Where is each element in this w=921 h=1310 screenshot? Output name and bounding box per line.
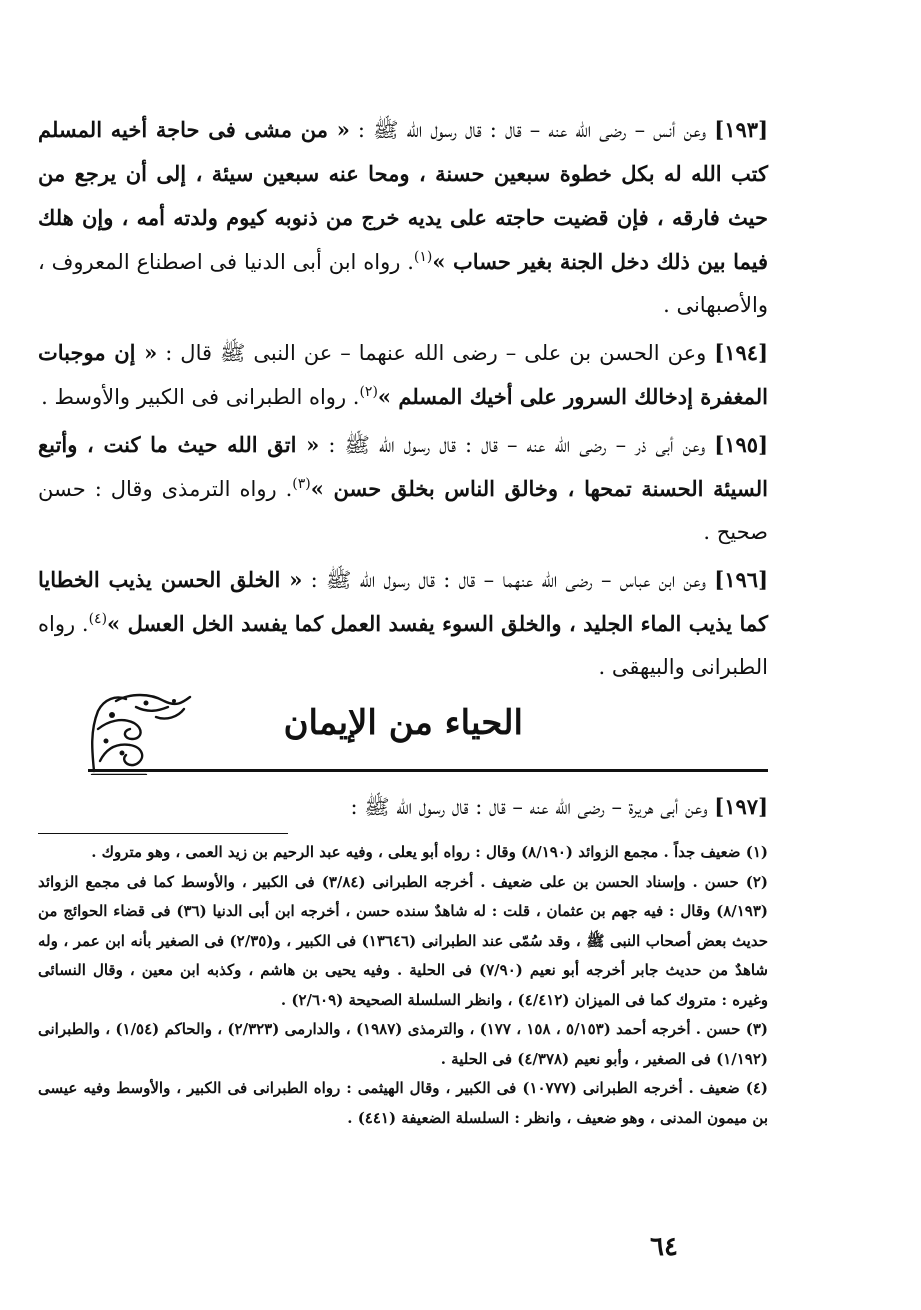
footnote-1: (١) ضعيف جداً . مجمع الزوائد (٨/١٩٠) وقال : رواه أبو يعلى ، وفيه عبد الرحيم بن زيد العمى ، وهو متروك . (91, 843, 768, 861)
hadith-number: [١٩٧] (714, 794, 768, 819)
hadith-intro: وعن أنس – رضى الله عنه – قال : قال رسول الله ﷺ : (349, 118, 715, 142)
hadith-intro: وعن أبى هريرة – رضى الله عنه – قال : قال رسول الله ﷺ : (350, 795, 715, 819)
hadith-193 (38, 108, 768, 327)
hadith-intro: وعن أبى ذر – رضى الله عنه – قال : قال رسول الله ﷺ : (319, 433, 715, 457)
footnote-3: (٣) حسن . أخرجه أحمد (٥/١٥٣ ، ١٥٨ ، ١٧٧) ، والترمذى (١٩٨٧) ، والدارمى (٢/٣٢٣) ، والحاكم (١/٥٤) ، والطبرانى (١/١٩٢) فى الصغير ، وأبو نعيم (٤/٣٧٨) فى الحلية . (38, 1020, 768, 1068)
hadith-matn: « من مشى فى حاجة أخيه المسلم كتب الله له بكل خطوة سبعين حسنة ، ومحا عنه سبعين سيئة ، إلى أن يرجع من حيث فارقه ، فإن قضيت حاجته على يديه خرج من ذنوبه كيوم ولدته أمه ، وإن هلك فيما بين ذلك دخل الجنة بغير حساب » (38, 117, 768, 274)
hadith-number: [١٩٣] (714, 117, 768, 142)
footnote-4: (٤) ضعيف . أخرجه الطبرانى (١٠٧٧٧) فى الكبير ، وقال الهيثمى : رواه الطبرانى فى الكبير ، والأوسط وفيه عيسى بن ميمون المدنى ، وهو ضعيف ، وانظر : السلسلة الضعيفة (٤٤١) . (38, 1079, 768, 1127)
hadith-source: . رواه الترمذى وقال : حسن صحيح . (38, 477, 768, 544)
hadith-source: . رواه الطبرانى والبيهقى . (38, 612, 768, 679)
section-heading (38, 691, 768, 783)
footnote-divider (38, 833, 288, 834)
section-title: الحياء من الإيمان (283, 703, 523, 743)
heading-underline (88, 769, 768, 772)
hadith-197 (38, 787, 768, 827)
hadith-matn: « إن موجبات المغفرة إدخالك السرور على أخيك المسلم » (38, 340, 768, 409)
page-content (38, 108, 768, 1133)
footnote-ref: (٢) (359, 384, 378, 400)
floral-ornament-icon (86, 691, 216, 775)
hadith-number: [١٩٦] (714, 567, 768, 592)
hadith-195 (38, 423, 768, 554)
hadith-intro: وعن الحسن بن على – رضى الله عنهما – عن النبى ﷺ قال : (157, 341, 715, 365)
hadith-number: [١٩٤] (714, 340, 768, 365)
hadith-196 (38, 558, 768, 689)
hadith-194 (38, 331, 768, 419)
hadith-source: . رواه الطبرانى فى الكبير والأوسط . (41, 385, 360, 409)
page-number: ٦٤ (650, 1232, 678, 1262)
hadith-matn: « اتق الله حيث ما كنت ، وأتبع السيئة الحسنة تمحها ، وخالق الناس بخلق حسن » (38, 432, 768, 501)
footnotes (38, 838, 768, 1133)
footnote-2: (٢) حسن . وإسناد الحسن بن على ضعيف . أخرجه الطبرانى (٣/٨٤) فى الكبير ، والأوسط كما فى مجمع الزوائد (٨/١٩٣) وقال : فيه جهم بن عثمان ، قلت : له شاهدٌ سنده حسن ، أخرجه ابن أبى الدنيا (٣٦) فى قضاء الحوائج من حديث بعض أصحاب النبى ﷺ ، وقد سُمّى عند الطبرانى (١٣٦٤٦) فى الكبير ، و(٢/٣٥) فى الصغير بأنه ابن عمر ، وله شاهدٌ من حديث جابر أخرجه أبو نعيم (٧/٩٠) فى الحلية . وفيه يحيى بن هاشم ، وكذبه ابن معين ، وقال النسائى وغيره : متروك كما فى الميزان (٤/٤١٢) ، وانظر السلسلة الصحيحة (٢/٦٠٩) . (38, 872, 769, 1009)
footnote-ref: (٣) (292, 476, 311, 492)
footnote-ref: (٤) (88, 611, 108, 627)
hadith-number: [١٩٥] (714, 432, 768, 457)
hadith-matn: « الخلق الحسن يذيب الخطايا كما يذيب الماء الجليد ، والخلق السوء يفسد العمل كما يفسد الخل العسل » (38, 567, 768, 636)
hadith-source: . رواه ابن أبى الدنيا فى اصطناع المعروف ، والأصبهانى . (38, 250, 768, 317)
hadith-intro: وعن ابن عباس – رضى الله عنهما – قال : قال رسول الله ﷺ : (302, 568, 715, 592)
footnote-ref: (١) (413, 249, 433, 265)
